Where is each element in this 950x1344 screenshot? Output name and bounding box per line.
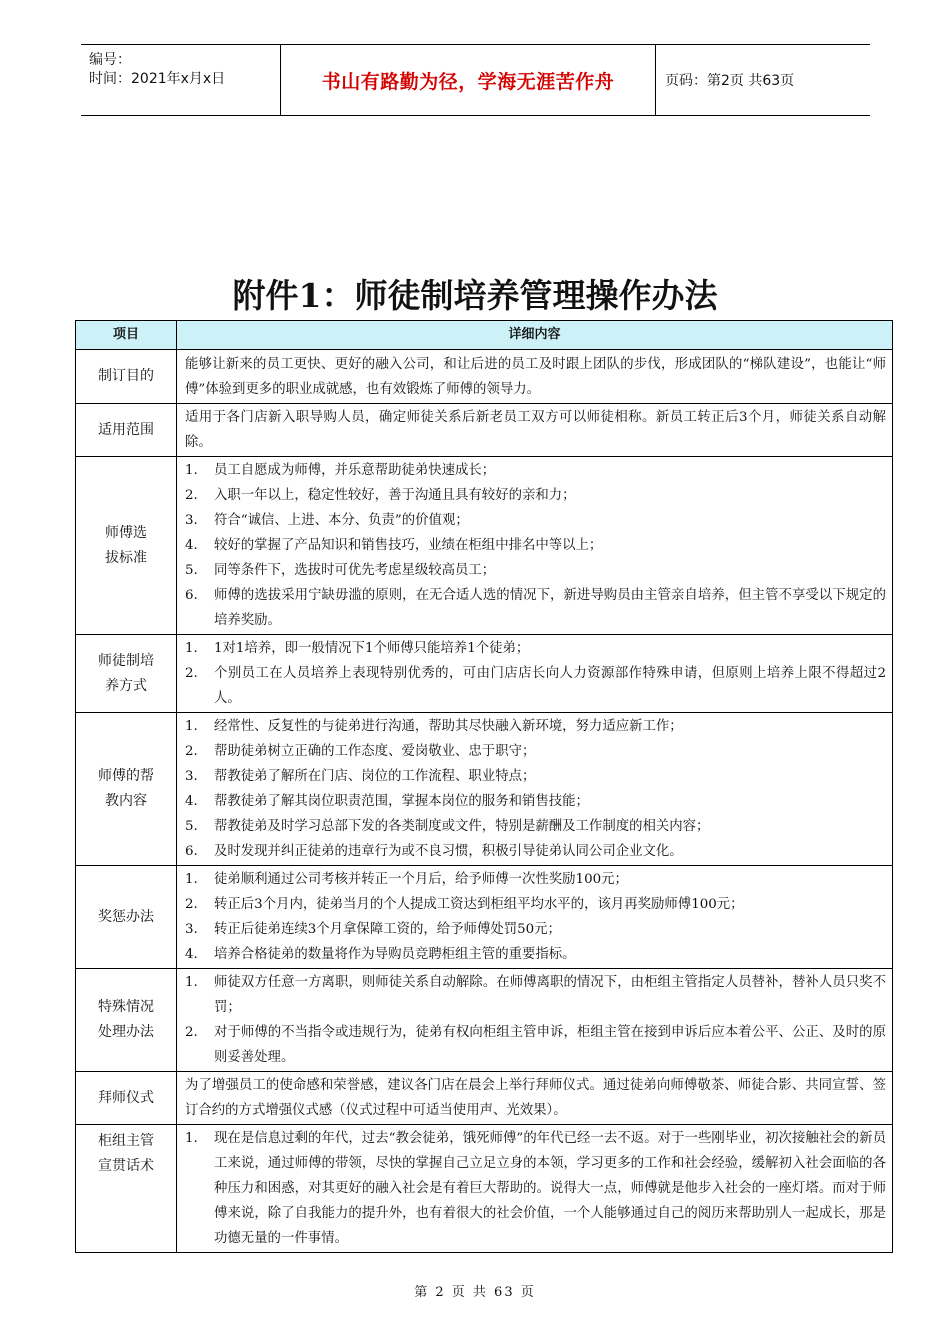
table-row bbox=[76, 713, 893, 866]
table-row bbox=[76, 635, 893, 713]
list-item bbox=[185, 661, 886, 711]
list-item bbox=[185, 458, 886, 483]
list-number: 2. bbox=[185, 897, 198, 912]
list-text: 帮助徒弟树立正确的工作态度、爱岗敬业、忠于职守； bbox=[214, 744, 536, 759]
row-list bbox=[177, 1125, 893, 1253]
row-label-text: 师傅选拔标准 bbox=[104, 524, 147, 566]
list-text: 及时发现并纠正徒弟的违章行为或不良习惯，积极引导徒弟认同公司企业文化。 bbox=[214, 844, 683, 859]
list-text: 符合“诚信、上进、本分、负责”的价值观； bbox=[214, 513, 469, 528]
list-number: 1. bbox=[185, 641, 198, 656]
row-label bbox=[76, 635, 177, 713]
list-number: 2. bbox=[185, 666, 198, 681]
row-label: 制订目的 bbox=[76, 350, 177, 404]
list-number: 4. bbox=[185, 947, 198, 962]
serial-label: 编号： bbox=[89, 52, 131, 68]
list-item bbox=[185, 1020, 886, 1070]
list-number: 6. bbox=[185, 588, 198, 603]
list-text: 转正后3个月内，徒弟当月的个人提成工资达到柜组平均水平的，该月再奖励师傅100元； bbox=[214, 897, 744, 912]
list-text: 同等条件下，选拔时可优先考虑星级较高员工； bbox=[214, 563, 496, 578]
row-label bbox=[76, 713, 177, 866]
table-row bbox=[76, 1125, 893, 1253]
list-item bbox=[185, 583, 886, 633]
list-text: 师徒双方任意一方离职，则师徒关系自动解除。在师傅离职的情况下，由柜组主管指定人员替补，替补人员只奖不罚； bbox=[214, 975, 886, 1015]
list-text: 入职一年以上，稳定性较好，善于沟通且具有较好的亲和力； bbox=[214, 488, 576, 503]
row-list bbox=[177, 457, 893, 635]
list-number: 1. bbox=[185, 872, 198, 887]
row-label-text: 师徒制培养方式 bbox=[97, 652, 154, 694]
header-page-number: 页码：第2页 共63页 bbox=[665, 73, 795, 89]
row-label: 适用范围 bbox=[76, 404, 177, 457]
list-number: 1. bbox=[185, 719, 198, 734]
row-list bbox=[177, 635, 893, 713]
list-item bbox=[185, 636, 886, 661]
list-number: 1. bbox=[185, 975, 198, 990]
column-header-detail: 详细内容 bbox=[177, 321, 893, 350]
list-number: 3. bbox=[185, 922, 198, 937]
list-text: 徒弟顺利通过公司考核并转正一个月后，给予师傅一次性奖励100元； bbox=[214, 872, 628, 887]
procedure-table bbox=[75, 320, 893, 1253]
list-item bbox=[185, 714, 886, 739]
row-label bbox=[76, 1125, 177, 1253]
page-footer: 第 2 页 共 63 页 bbox=[414, 1285, 536, 1300]
list-number: 1. bbox=[185, 463, 198, 478]
list-item bbox=[185, 533, 886, 558]
list-text: 较好的掌握了产品知识和销售技巧，业绩在柜组中排名中等以上； bbox=[214, 538, 603, 553]
list-item bbox=[185, 867, 886, 892]
table-row bbox=[76, 457, 893, 635]
list-text: 培养合格徒弟的数量将作为导购员竞聘柜组主管的重要指标。 bbox=[214, 947, 576, 962]
table-row bbox=[76, 866, 893, 969]
list-item bbox=[185, 764, 886, 789]
list-item bbox=[185, 814, 886, 839]
table-header-row bbox=[76, 321, 893, 350]
row-list bbox=[177, 969, 893, 1072]
row-label: 拜师仪式 bbox=[76, 1072, 177, 1125]
list-item bbox=[185, 839, 886, 864]
row-label-text: 柜组主管宣贯话术 bbox=[97, 1133, 154, 1174]
header-divider bbox=[655, 45, 656, 115]
column-header-item: 项目 bbox=[76, 321, 177, 350]
row-text: 能够让新来的员工更快、更好的融入公司，和让后进的员工及时跟上团队的步伐，形成团队的“梯队建设”，也能让“师傅”体验到更多的职业成就感，也有效锻炼了师傅的领导力。 bbox=[177, 350, 893, 404]
list-text: 转正后徒弟连续3个月拿保障工资的，给予师傅处罚50元； bbox=[214, 922, 561, 937]
row-list bbox=[177, 713, 893, 866]
header-meta bbox=[89, 51, 279, 89]
list-number: 1. bbox=[185, 1131, 198, 1146]
list-text: 个别员工在人员培养上表现特别优秀的，可由门店店长向人力资源部作特殊申请，但原则上培养上限不得超过2人。 bbox=[214, 666, 886, 706]
list-number: 3. bbox=[185, 769, 198, 784]
date-label: 时间：2021年x月x日 bbox=[89, 71, 226, 87]
list-text: 对于师傅的不当指令或违规行为，徒弟有权向柜组主管申诉，柜组主管在接到申诉后应本着公平、公正、及时的原则妥善处理。 bbox=[214, 1025, 886, 1065]
list-number: 4. bbox=[185, 538, 198, 553]
list-number: 5. bbox=[185, 819, 198, 834]
row-text: 适用于各门店新入职导购人员，确定师徒关系后新老员工双方可以师徒相称。新员工转正后3个月，师徒关系自动解除。 bbox=[177, 404, 893, 457]
header-motto: 书山有路勤为径，学海无涯苦作舟 bbox=[321, 70, 615, 93]
row-label bbox=[76, 457, 177, 635]
list-item bbox=[185, 970, 886, 1020]
list-text: 现在是信息过剩的年代，过去“教会徒弟，饿死师傅”的年代已经一去不返。对于一些刚毕业，初次接触社会的新员工来说，通过师傅的带领，尽快的掌握自己立足立身的本领，学习更多的工作和社会经验，缓解初入社会面临的各种压力和困惑，对其更好的融入社会是有着巨大帮助的。说得大一点，师傅就是他步入社会的一座灯塔。而对于师傅来说，除了自我能力的提升外，也有着很大的社会价值，一个人能够通过自己的阅历来帮助别人一起成长，那是功德无量的一件事情。 bbox=[214, 1131, 886, 1246]
row-label-text: 师傅的帮教内容 bbox=[97, 768, 154, 809]
list-text: 经常性、反复性的与徒弟进行沟通，帮助其尽快融入新环境，努力适应新工作； bbox=[214, 719, 683, 734]
row-label: 奖惩办法 bbox=[76, 866, 177, 969]
list-item bbox=[185, 917, 886, 942]
list-item bbox=[185, 789, 886, 814]
list-item bbox=[185, 558, 886, 583]
list-number: 2. bbox=[185, 744, 198, 759]
list-number: 5. bbox=[185, 563, 198, 578]
list-number: 2. bbox=[185, 488, 198, 503]
list-item bbox=[185, 942, 886, 967]
list-number: 6. bbox=[185, 844, 198, 859]
row-text: 为了增强员工的使命感和荣誉感，建议各门店在晨会上举行拜师仪式。通过徒弟向师傅敬茶、师徒合影、共同宣誓、签订合约的方式增强仪式感（仪式过程中可适当使用声、光效果）。 bbox=[177, 1072, 893, 1125]
list-number: 3. bbox=[185, 513, 198, 528]
table-row bbox=[76, 969, 893, 1072]
list-item bbox=[185, 1126, 886, 1251]
list-item bbox=[185, 739, 886, 764]
page-header bbox=[81, 44, 870, 116]
list-item bbox=[185, 892, 886, 917]
row-label bbox=[76, 969, 177, 1072]
table-row bbox=[76, 404, 893, 457]
list-text: 帮教徒弟及时学习总部下发的各类制度或文件，特别是薪酬及工作制度的相关内容； bbox=[214, 819, 710, 834]
list-text: 帮教徒弟了解所在门店、岗位的工作流程、职业特点； bbox=[214, 769, 536, 784]
list-item bbox=[185, 508, 886, 533]
list-item bbox=[185, 483, 886, 508]
row-list bbox=[177, 866, 893, 969]
table-row bbox=[76, 1072, 893, 1125]
list-text: 帮教徒弟了解其岗位职责范围，掌握本岗位的服务和销售技能； bbox=[214, 794, 589, 809]
row-label-text: 特殊情况处理办法 bbox=[97, 999, 154, 1040]
document-title: 附件1：师徒制培养管理操作办法 bbox=[232, 276, 718, 315]
list-text: 员工自愿成为师傅，并乐意帮助徒弟快速成长； bbox=[214, 463, 496, 478]
table-row bbox=[76, 350, 893, 404]
list-text: 1对1培养，即一般情况下1个师傅只能培养1个徒弟； bbox=[214, 641, 530, 656]
list-number: 4. bbox=[185, 794, 198, 809]
list-text: 师傅的选拔采用宁缺毋滥的原则，在无合适人选的情况下，新进导购员由主管亲自培养，但主管不享受以下规定的培养奖励。 bbox=[214, 588, 886, 628]
list-number: 2. bbox=[185, 1025, 198, 1040]
